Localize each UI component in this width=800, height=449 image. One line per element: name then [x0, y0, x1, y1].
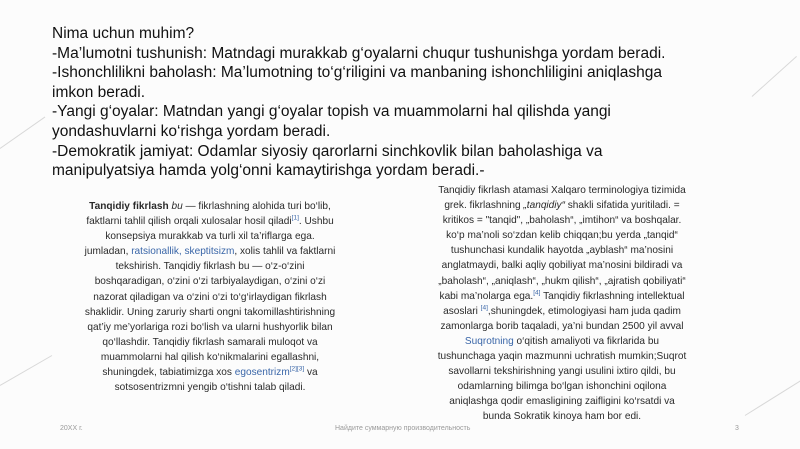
heading-line: -Ishonchlilikni baholash: Ma’lumotning to‘g‘riligini va manbaning ishonchliligini aniqlashga: [52, 64, 663, 82]
text-span: ,shuningdek, etimologiyasi ham juda qadim: [487, 305, 681, 317]
heading-line: -Demokratik jamiyat: Odamlar siyosiy qarorlarni sinchkovlik bilan baholashiga va: [52, 142, 603, 160]
paragraph-line: bunda Sokratik kinoya ham bor edi.: [482, 411, 642, 423]
decorative-line-top-right: [752, 56, 797, 97]
paragraph-line: savollarni tekshirishning yangi usulini ixtiro qildi, bu: [448, 366, 676, 378]
paragraph-line: [60, 199, 360, 214]
paragraph-line: muammolarni hal qilish ko‘nikmalarini egallashni,: [100, 351, 320, 363]
heading-line: -Yangi g‘oyalar: Matndan yangi g‘oyalar topish va muammolarni hal qilishda yangi: [52, 103, 611, 121]
text-span: , xolis tahlil va faktlarni: [234, 246, 336, 258]
paragraph-line: tekshirish. Tanqidiy fikrlash bu — o‘z-o‘zini: [115, 261, 305, 273]
paragraph-line: kritikos = "tanqid", „baholash“, „imtihon“ va boshqalar.: [442, 215, 682, 227]
page-number: 3: [735, 425, 739, 432]
paragraph-line: tushunchasi kundalik hayotda „ayblash“ ma’nosini: [450, 245, 674, 257]
decorative-line-bottom-left: [0, 355, 52, 386]
paragraph-line: anglatmaydi, balki aqliy qobiliyat ma’nosini bildiradi va: [441, 260, 683, 272]
heading-line: Nima uchun muhim?: [52, 25, 195, 42]
heading-line: yondashuvlarni ko‘rishga yordam beradi.: [52, 122, 331, 140]
paragraph-line: boshqaradigan, o‘zini o‘zi tarbiyalaydigan, o‘zini o‘zi: [94, 276, 326, 288]
paragraph-line: shaklidir. Uning zaruriy sharti ongni takomillashtirishning: [84, 306, 336, 318]
footer-title: Найдите суммарную производительность: [335, 425, 471, 432]
heading-line: manipulyatsiya hamda yolg‘onni kamaytirishga yordam beradi.-: [52, 162, 485, 180]
left-text-column: [60, 199, 360, 395]
paragraph-line: nazorat qiladigan va o‘zini o‘zi to‘g‘irlaydigan fikrlash: [93, 291, 327, 303]
reference-link[interactable]: [4]: [533, 289, 541, 297]
paragraph-line: [60, 244, 360, 259]
text-span: . Ushbu: [298, 216, 334, 228]
paragraph-line: [412, 289, 712, 304]
text-span: kabi ma’nolarga ega.: [439, 290, 534, 302]
text-span: asoslari: [443, 305, 481, 317]
decorative-line-top-left: [0, 117, 45, 149]
paragraph-line: „baholash“, „aniqlash“, „hukm qilish“, „ajratish qobiliyati“: [438, 275, 686, 287]
reference-link[interactable]: [2][3]: [289, 365, 305, 373]
egosentrizm-link[interactable]: egosentrizm: [234, 367, 290, 379]
paragraph-line: zamonlarga borib taqaladi, ya’ni bundan 2500 yil avval: [440, 320, 684, 332]
text-span: Tanqidiy fikrlashning intellektual: [540, 290, 685, 302]
suqrot-link[interactable]: Suqrotning: [464, 335, 514, 347]
slide-heading: [52, 24, 752, 181]
text-span: jumladan,: [84, 246, 132, 258]
heading-line: -Ma’lumotni tushunish: Matndagi murakkab g‘oyalarni chuqur tushunishga yordam beradi.: [52, 44, 666, 62]
text-span: o‘qitish amaliyoti va fikrlarida bu: [513, 335, 660, 347]
paragraph-line: aniqlashga qodir emasligining zaifligini ko‘rsatdi va: [449, 396, 675, 408]
paragraph-line: qat’iy me’yorlariga rozi bo‘lish va ularni hushyorlik bilan: [87, 321, 333, 333]
text-span: shuningdek, tabiatimizga xos: [102, 367, 235, 379]
paragraph-line: tushunchaga yaqin mazmunni uchratish mumkin;Suqrot: [437, 351, 687, 363]
term-bold: Tanqidiy fikrlash: [89, 201, 169, 212]
paragraph-line: qo‘llashdir. Tanqidiy fikrlash samarali muloqot va: [102, 336, 318, 348]
paragraph-line: [412, 334, 712, 349]
paragraph-line: konsepsiya murakkab va turli xil ta’riflarga ega.: [105, 231, 315, 243]
paragraph-line: odamlarning bilimga bo‘lgan ishonchini oqilona: [457, 381, 667, 393]
link-separator: ,: [178, 246, 185, 258]
term-italic: bu: [171, 201, 183, 212]
ratsionallik-link[interactable]: ratsionallik: [131, 246, 179, 258]
text-span: — fikrlashning alohida turi bo‘lib,: [182, 201, 331, 212]
reference-link[interactable]: [4]: [480, 304, 488, 312]
text-span: grek. fikrlashning: [444, 200, 524, 212]
text-span: faktlarni tahlil qilish orqali xulosalar hosil qiladi: [86, 216, 292, 228]
paragraph-line: sotsosentrizmni yengib o‘tishni talab qiladi.: [114, 382, 306, 394]
term-italic: „tanqidiy“: [523, 200, 565, 212]
paragraph-line: [412, 304, 712, 319]
heading-line: imkon beradi.: [52, 83, 146, 101]
reference-link[interactable]: [1]: [291, 214, 299, 222]
text-span: va: [304, 367, 318, 379]
footer-date: 20XX г.: [60, 425, 83, 432]
paragraph-line: [60, 365, 360, 380]
paragraph-line: [412, 198, 712, 213]
paragraph-line: Tanqidiy fikrlash atamasi Xalqaro terminologiya tizimida: [438, 185, 686, 196]
text-span: shakli sifatida yuritiladi. =: [564, 200, 680, 212]
decorative-line-bottom-right: [745, 378, 800, 416]
paragraph-line: [60, 214, 360, 229]
skeptitsizm-link[interactable]: skeptitsizm: [184, 246, 235, 258]
paragraph-line: ko‘p ma’noli so‘zdan kelib chiqqan;bu yerda „tanqid“: [446, 230, 678, 242]
right-text-column: [412, 183, 712, 425]
